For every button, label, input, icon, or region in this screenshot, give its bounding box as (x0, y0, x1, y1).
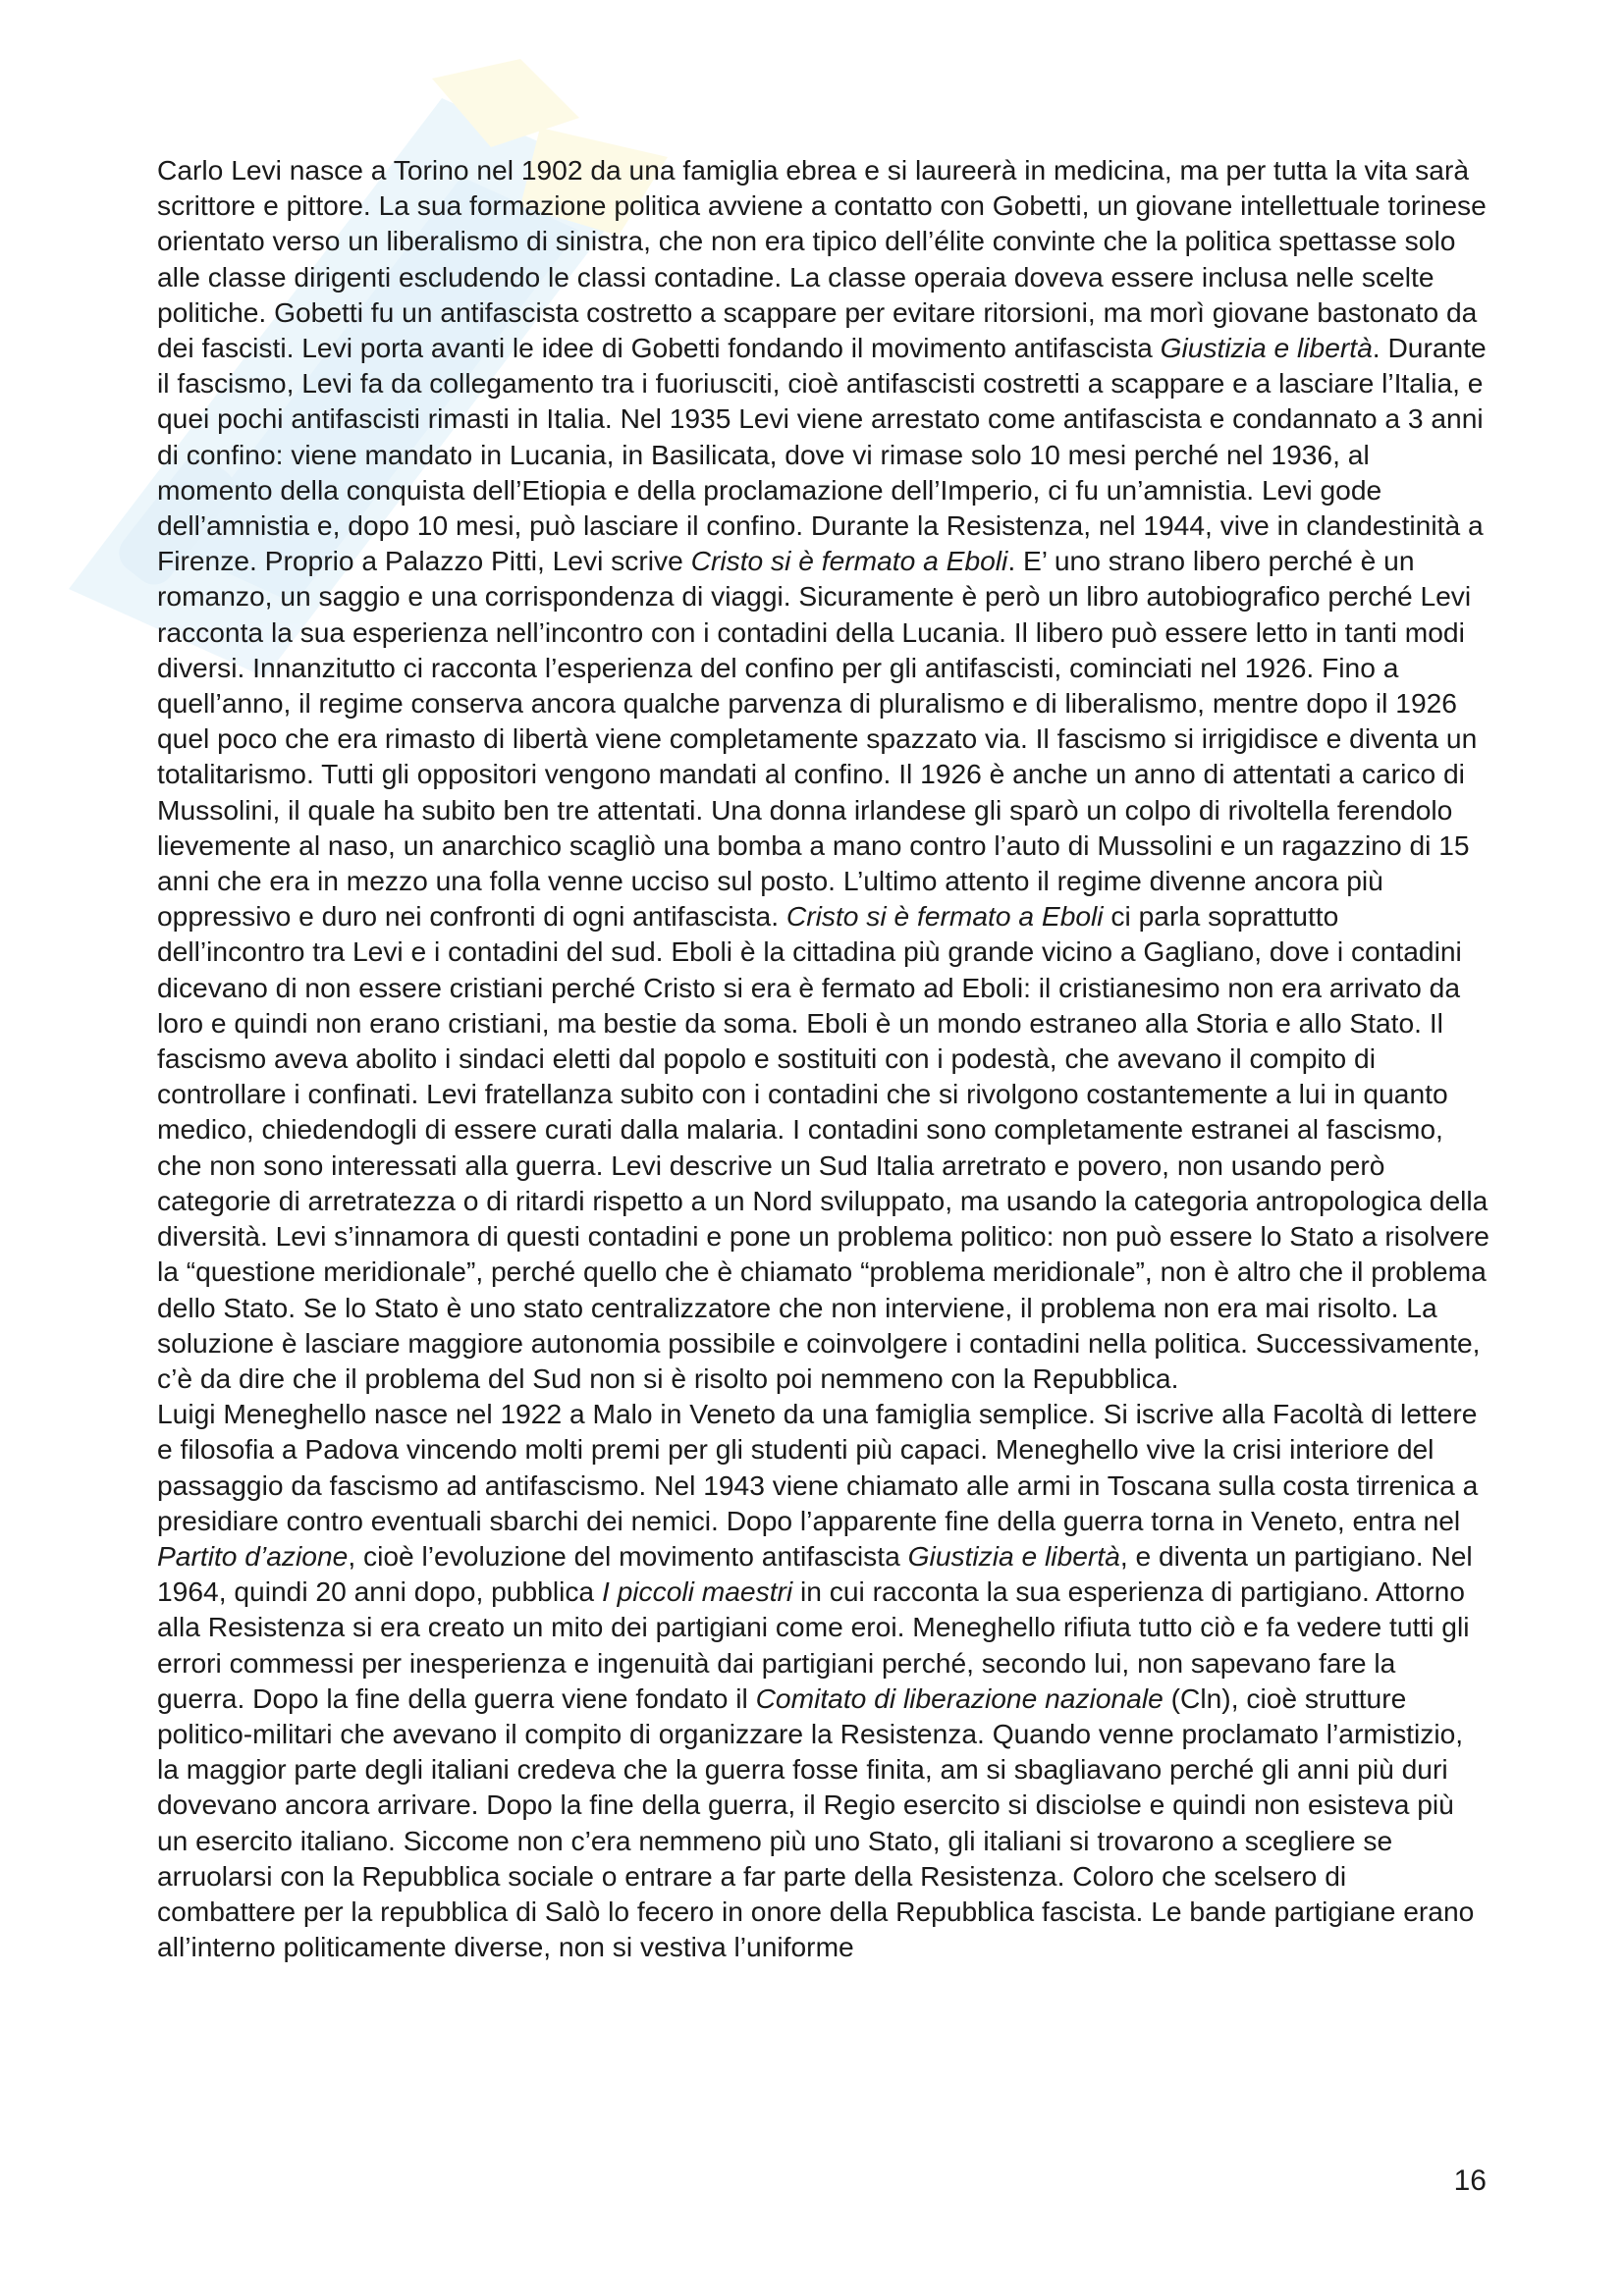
text-segment: Carlo Levi nasce a Torino nel 1902 da una famiglia ebrea e si laureerà in medicina, ma per tutta la vita sarà scrittore e pittore. La sua formazione politica avviene a contatto con Gobetti, un giovane intellettuale torinese orientato verso un liberalismo di sinistra, che non era tipico dell’élite convinte che la politica spettasse solo alle classe dirigenti escludendo le classi contadine. La classe operaia doveva essere inclusa nelle scelte politiche. Gobetti fu un antifascista costretto a scappare per evitare ritorsioni, ma morì giovane bastonato da dei fascisti. Levi porta avanti le idee di Gobetti fondando il movimento antifascista (157, 154, 1487, 364)
document-body (157, 152, 1490, 1964)
italic-title-giustizia-e-liberta: Giustizia e libertà (907, 1539, 1120, 1572)
italic-title-cristo-si-e-fermato: Cristo si è fermato a Eboli (785, 900, 1104, 933)
italic-title-i-piccoli-maestri: I piccoli maestri (601, 1575, 793, 1608)
text-segment: in cui racconta la sua esperienza di partigiano. Attorno alla Resistenza si era creato un mito dei partigiani come eroi. Meneghello rifiuta tutto ciò e fa vedere tutti gli errori commessi per inesperienza e ingenuità dai partigiani perché, secondo lui, non sapevano fare la guerra. Dopo la fine della guerra viene fondato il (157, 1575, 1470, 1714)
text-segment: , e diventa un partigiano. Nel 1964, quindi 20 anni dopo, pubblica (157, 1539, 1473, 1608)
text-segment: , cioè l’evoluzione del movimento antifascista (348, 1539, 908, 1572)
italic-title-partito-d-azione: Partito d’azione (157, 1539, 349, 1572)
text-segment: (Cln), cioè strutture politico-militari che avevano il compito di organizzare la Resistenza. Quando venne proclamato l’armistizio, la maggior parte degli italiani credeva che la guerra fosse finita, am si sbagliavano perché gli anni più duri dovevano ancora arrivare. Dopo la fine della guerra, il Regio esercito si disciolse e quindi non esisteva più un esercito italiano. Siccome non c’era nemmeno più uno Stato, gli italiani si trovarono a scegliere se arruolarsi con la Repubblica sociale o entrare a far parte della Resistenza. Coloro che scelsero di combattere per la repubblica di Salò lo fecero in onore della Repubblica fascista. Le bande partigiane erano all’interno politicamente diverse, non si vestiva l’uniforme (157, 1682, 1475, 1963)
italic-title-giustizia-e-liberta: Giustizia e libertà (1160, 332, 1373, 364)
italic-title-comitato-liberazione: Comitato di liberazione nazionale (755, 1682, 1164, 1714)
paragraph-carlo-levi (157, 152, 1490, 1396)
paragraph-luigi-meneghello (157, 1396, 1490, 1964)
page-number: 16 (1453, 2164, 1487, 2197)
text-segment: . Durante il fascismo, Levi fa da collegamento tra i fuoriusciti, cioè antifascisti costretti a scappare e a lasciare l’Italia, e quei pochi antifascisti rimasti in Italia. Nel 1935 Levi viene arrestato come antifascista e condannato a 3 anni di confino: viene mandato in Lucania, in Basilicata, dove vi rimase solo 10 mesi perché nel 1936, al momento della conquista dell’Etiopia e della proclamazione dell’Imperio, ci fu un’amnistia. Levi gode dell’amnistia e, dopo 10 mesi, può lasciare il confino. Durante la Resistenza, nel 1944, vive in clandestinità a Firenze. Proprio a Palazzo Pitti, Levi scrive (157, 332, 1487, 577)
text-segment: ci parla soprattutto dell’incontro tra Levi e i contadini del sud. Eboli è la cittadina più grande vicino a Gagliano, dove i contadini dicevano di non essere cristiani perché Cristo si era è fermato ad Eboli: il cristianesimo non era arrivato da loro e quindi non erano cristiani, ma bestie da soma. Eboli è un mondo estraneo alla Storia e allo Stato. Il fascismo aveva abolito i sindaci eletti dal popolo e sostituiti con i podestà, che avevano il compito di controllare i confinati. Levi fratellanza subito con i contadini che si rivolgono costantemente a lui in quanto medico, chiedendogli di essere curati dalla malaria. I contadini sono completamente estranei al fascismo, che non sono interessati alla guerra. Levi descrive un Sud Italia arretrato e povero, non usando però categorie di arretratezza o di ritardi rispetto a un Nord sviluppato, ma usando la categoria antropologica della diversità. Levi s’innamora di questi contadini e pone un problema politico: non può essere lo Stato a risolvere la “questione meridionale”, perché quello che è chiamato “problema meridionale”, non è altro che il problema dello Stato. Se lo Stato è uno stato centralizzatore che non interviene, il problema non era mai risolto. La soluzione è lasciare maggiore autonomia possibile e coinvolgere i contadini nella politica. Successivamente, c’è da dire che il problema del Sud non si è risolto poi nemmeno con la Repubblica. (157, 900, 1489, 1394)
italic-title-cristo-si-e-fermato: Cristo si è fermato a Eboli (690, 545, 1008, 577)
text-segment: . E’ uno strano libero perché è un romanzo, un saggio e una corrispondenza di viaggi. Sicuramente è però un libro autobiografico perché Levi racconta la sua esperienza nell’incontro con i contadini della Lucania. Il libero può essere letto in tanti modi diversi. Innanzitutto ci racconta l’esperienza del confino per gli antifascisti, cominciati nel 1926. Fino a quell’anno, il regime conserva ancora qualche parvenza di pluralismo e di liberalismo, mentre dopo il 1926 quel poco che era rimasto di libertà viene completamente spazzato via. Il fascismo si irrigidisce e diventa un totalitarismo. Tutti gli oppositori vengono mandati al confino. Il 1926 è anche un anno di attentati a carico di Mussolini, il quale ha subito ben tre attentati. Una donna irlandese gli sparò un colpo di rivoltella ferendolo lievemente al naso, un anarchico scagliò una bomba a mano contro l’auto di Mussolini e un ragazzino di 15 anni che era in mezzo una folla venne ucciso sul posto. L’ultimo attento il regime divenne ancora più oppressivo e duro nei confronti di ogni antifascista. (157, 545, 1478, 933)
text-segment: Luigi Meneghello nasce nel 1922 a Malo in Veneto da una famiglia semplice. Si iscrive alla Facoltà di lettere e filosofia a Padova vincendo molti premi per gli studenti più capaci. Meneghello vive la crisi interiore del passaggio da fascismo ad antifascismo. Nel 1943 viene chiamato alle armi in Toscana sulla costa tirrenica a presidiare contro eventuali sbarchi dei nemici. Dopo l’apparente fine della guerra torna in Veneto, entra nel (157, 1398, 1479, 1536)
